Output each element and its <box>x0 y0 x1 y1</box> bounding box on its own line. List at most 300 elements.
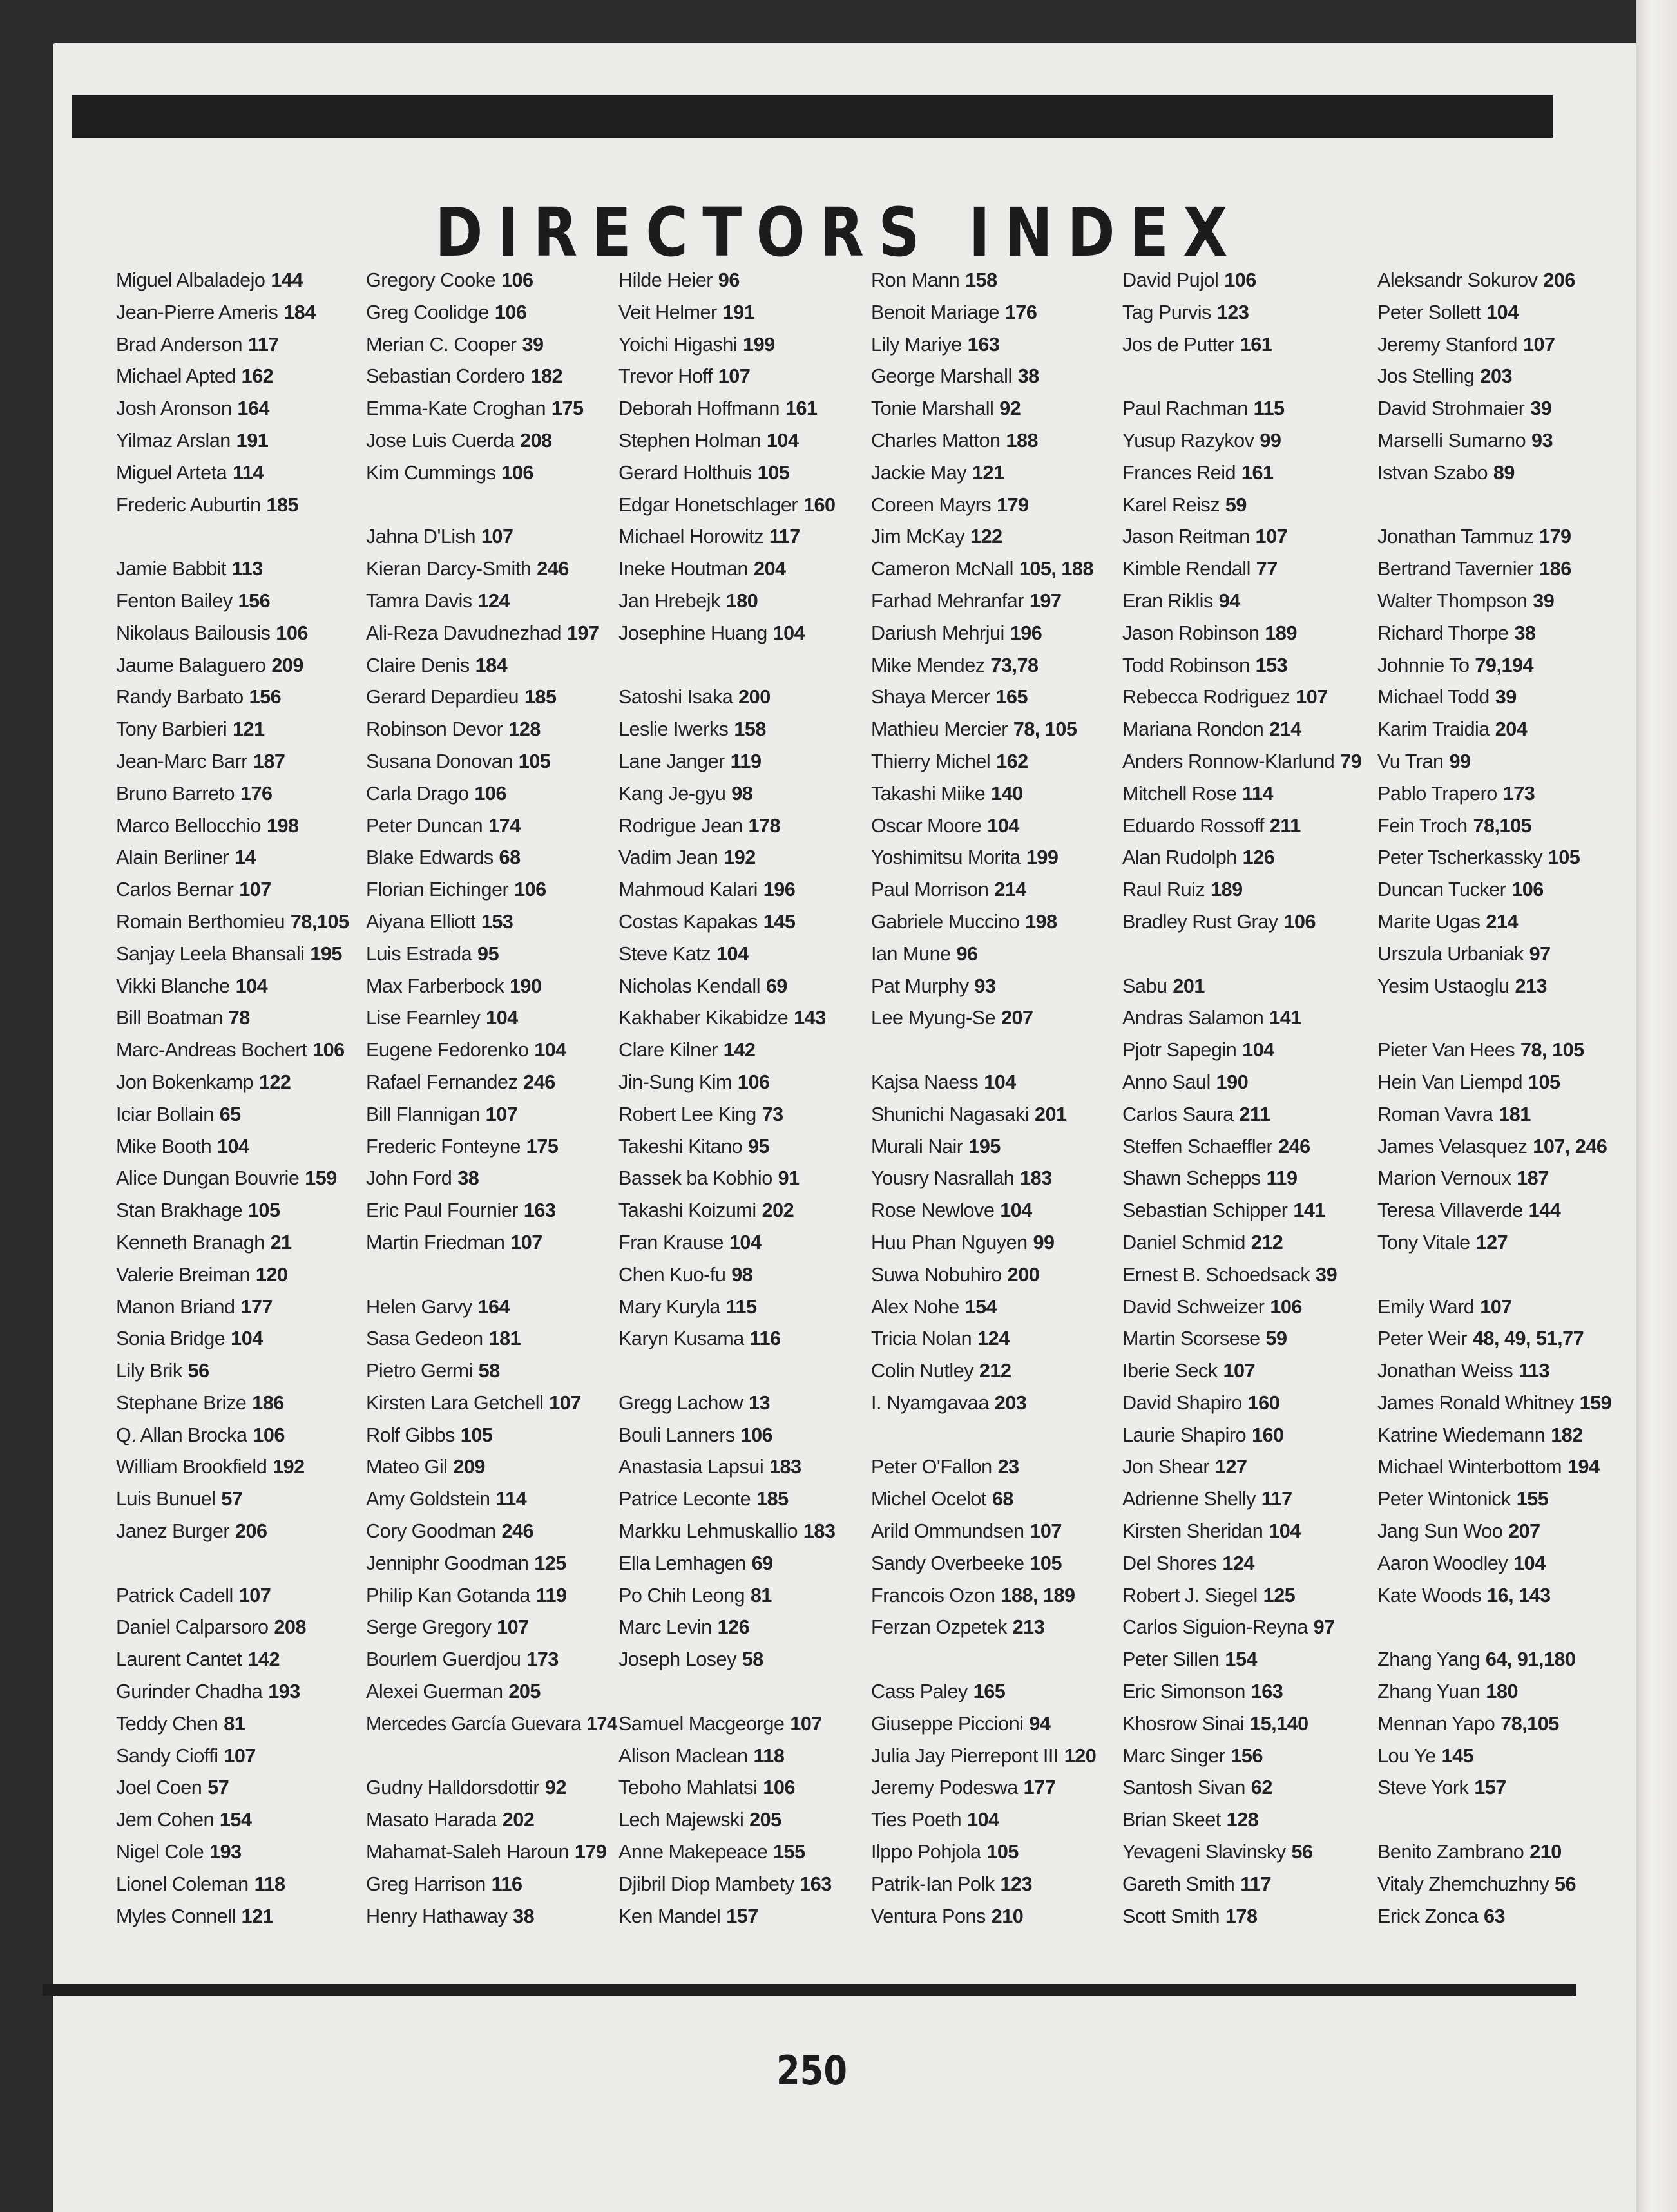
page-reference: 142 <box>723 1038 756 1062</box>
director-name: Paul Morrison <box>871 878 989 901</box>
director-name: Pat Murphy <box>871 974 969 997</box>
director-name: Sandy Overbeeke <box>871 1551 1024 1574</box>
index-entry <box>366 1034 617 1066</box>
index-entry <box>366 329 617 361</box>
page-reference: 59 <box>1225 493 1247 516</box>
director-name: Jason Reitman <box>1122 525 1250 548</box>
page-reference: 181 <box>488 1327 521 1350</box>
director-name: Gurinder Chadha <box>116 1680 263 1703</box>
index-entry <box>871 1387 1122 1419</box>
index-entry <box>618 296 870 329</box>
director-name: Michael Apted <box>116 365 236 388</box>
page-reference: 128 <box>508 718 541 741</box>
index-entry <box>618 1611 870 1643</box>
director-name: Jamie Babbit <box>116 557 226 580</box>
director-name: Rolf Gibbs <box>366 1423 455 1446</box>
director-name: Max Farberbock <box>366 974 504 997</box>
index-entry <box>116 649 367 682</box>
director-name: Paul Rachman <box>1122 397 1248 420</box>
director-name: Mathieu Mercier <box>871 718 1008 741</box>
director-name: Mennan Yapo <box>1377 1711 1495 1735</box>
page-reference: 124 <box>977 1327 1010 1350</box>
page-reference: 212 <box>979 1359 1011 1382</box>
page-reference: 81 <box>750 1583 772 1607</box>
director-name: Vitaly Zhemchuzhny <box>1377 1872 1549 1895</box>
page-reference: 196 <box>1010 621 1042 644</box>
page-reference: 115 <box>1253 397 1285 420</box>
index-entry <box>871 1130 1122 1163</box>
director-name: Miguel Albaladejo <box>116 269 265 291</box>
page-reference: 56 <box>187 1359 209 1382</box>
director-name: Eric Simonson <box>1122 1680 1245 1703</box>
page-reference: 107 <box>1522 332 1555 356</box>
index-entry <box>618 329 870 361</box>
page-reference: 56 <box>1554 1872 1576 1895</box>
director-name: Mariana Rondon <box>1122 718 1264 741</box>
director-name: Gareth Smith <box>1122 1872 1235 1895</box>
director-name: Peter Tscherkassky <box>1377 846 1542 869</box>
director-name: Adrienne Shelly <box>1122 1487 1256 1511</box>
index-entry <box>116 617 367 649</box>
index-entry <box>116 1611 367 1643</box>
director-name: Kimble Rendall <box>1122 557 1251 580</box>
director-name: Jose Luis Cuerda <box>366 428 515 452</box>
index-entry <box>1377 585 1629 617</box>
page-reference: 214 <box>1269 718 1301 741</box>
index-entry <box>366 296 617 329</box>
index-entry <box>1122 1322 1374 1355</box>
director-name: Masato Harada <box>366 1808 497 1831</box>
director-name: Clare Kilner <box>618 1038 718 1062</box>
index-entry <box>366 617 617 649</box>
index-entry <box>871 713 1122 745</box>
page-reference: 106 <box>1270 1295 1302 1318</box>
director-name: Peter Sollett <box>1377 300 1481 323</box>
page-reference: 57 <box>207 1776 229 1799</box>
page-reference: 78, 105 <box>1520 1038 1584 1062</box>
index-entry <box>1377 1675 1629 1708</box>
page-reference: 204 <box>1495 718 1528 741</box>
index-entry <box>618 1547 870 1579</box>
director-name: Ineke Houtman <box>618 557 749 580</box>
page-reference: 122 <box>258 1070 291 1093</box>
page-reference: 15,140 <box>1250 1711 1308 1735</box>
page-reference: 92 <box>999 397 1021 420</box>
index-entry <box>1122 1708 1374 1740</box>
page-reference: 160 <box>1251 1423 1284 1446</box>
index-entry <box>618 1034 870 1066</box>
index-entry <box>871 938 1122 970</box>
page-reference: 78,105 <box>1500 1711 1559 1735</box>
page-reference: 69 <box>765 974 787 997</box>
director-name: Leslie Iwerks <box>618 718 729 741</box>
index-entry <box>871 1355 1122 1387</box>
director-name: Julia Jay Pierrepont III <box>871 1744 1059 1767</box>
index-entry <box>1377 713 1629 745</box>
page-reference: 107 <box>497 1616 529 1639</box>
director-name: Cass Paley <box>871 1680 968 1703</box>
director-name: Ilppo Pohjola <box>871 1840 981 1864</box>
index-entry <box>116 681 367 713</box>
index-entry <box>1122 906 1374 938</box>
index-entry <box>871 1098 1122 1130</box>
director-name: Costas Kapakas <box>618 910 758 933</box>
index-entry <box>618 681 870 713</box>
index-entry <box>1377 1419 1629 1451</box>
director-name: Cory Goodman <box>366 1520 496 1543</box>
index-entry <box>871 1547 1122 1579</box>
letter-group-gap <box>618 649 873 682</box>
director-name: Lou Ye <box>1377 1744 1436 1767</box>
page-reference: 123 <box>1000 1872 1033 1895</box>
index-entry <box>1377 745 1629 777</box>
page-reference: 104 <box>1242 1038 1274 1062</box>
index-entry <box>116 1387 367 1419</box>
director-name: Suwa Nobuhiro <box>871 1263 1002 1286</box>
index-entry <box>366 424 617 457</box>
page-reference: 214 <box>994 878 1026 901</box>
index-entry <box>618 1162 870 1194</box>
page-reference: 13 <box>748 1391 771 1414</box>
page-reference: 118 <box>254 1872 285 1895</box>
page-reference: 63 <box>1483 1904 1506 1927</box>
index-entry <box>366 713 617 745</box>
director-name: David Schweizer <box>1122 1295 1265 1318</box>
director-name: Jason Robinson <box>1122 621 1260 644</box>
page-reference: 145 <box>763 910 796 933</box>
index-entry <box>1122 1194 1374 1226</box>
page-reference: 94 <box>1029 1711 1051 1735</box>
page-reference: 107 <box>1296 685 1328 709</box>
page-reference: 198 <box>266 814 299 837</box>
letter-group-gap <box>1377 1259 1632 1291</box>
director-name: Marite Ugas <box>1377 910 1481 933</box>
index-entry <box>366 810 617 842</box>
director-name: Stephen Holman <box>618 428 762 452</box>
page-reference: 183 <box>769 1455 801 1478</box>
director-name: Erick Zonca <box>1377 1904 1479 1927</box>
index-entry <box>618 1836 870 1868</box>
index-entry <box>366 745 617 777</box>
page-reference: 141 <box>1293 1199 1325 1222</box>
index-entry <box>116 264 367 296</box>
page-reference: 198 <box>1025 910 1057 933</box>
page-reference: 156 <box>238 589 271 612</box>
index-entry <box>1122 1387 1374 1419</box>
index-entry <box>871 1515 1122 1547</box>
page-reference: 160 <box>803 493 836 516</box>
director-name: Jenniphr Goodman <box>366 1551 529 1574</box>
index-entry <box>366 1066 617 1098</box>
index-entry <box>871 1451 1122 1483</box>
page-reference: 174 <box>488 814 521 837</box>
index-entry <box>1377 1130 1629 1163</box>
page-reference: 106 <box>514 878 546 901</box>
director-name: Ties Poeth <box>871 1808 962 1831</box>
page-reference: 93 <box>974 974 996 997</box>
page-reference: 78,105 <box>290 910 349 933</box>
index-entry <box>618 1259 870 1291</box>
index-entry <box>618 1322 870 1355</box>
index-entry <box>116 585 367 617</box>
index-entry <box>116 906 367 938</box>
index-entry <box>1377 617 1629 649</box>
director-name: Brad Anderson <box>116 332 243 356</box>
page-reference: 179 <box>997 493 1029 516</box>
page-reference: 159 <box>1579 1391 1612 1414</box>
director-name: Pieter Van Hees <box>1377 1038 1515 1062</box>
page-reference: 119 <box>535 1583 567 1607</box>
page-reference: 246 <box>501 1520 534 1543</box>
index-entry <box>1377 906 1629 938</box>
index-entry <box>366 1322 617 1355</box>
page-reference: 189 <box>1211 878 1243 901</box>
director-name: Del Shores <box>1122 1551 1217 1574</box>
index-entry <box>871 617 1122 649</box>
director-name: Yevageni Slavinsky <box>1122 1840 1286 1864</box>
index-entry <box>366 585 617 617</box>
director-name: Ron Mann <box>871 269 960 291</box>
page-reference: 120 <box>255 1263 288 1286</box>
page-reference: 95 <box>747 1134 770 1158</box>
page-reference: 114 <box>1242 781 1273 805</box>
director-name: Giuseppe Piccioni <box>871 1711 1024 1735</box>
index-entry <box>116 1643 367 1675</box>
page-reference: 186 <box>1539 557 1571 580</box>
index-entry <box>1122 392 1374 424</box>
index-entry <box>871 745 1122 777</box>
index-entry <box>871 424 1122 457</box>
director-name: Teboho Mahlatsi <box>618 1776 758 1799</box>
director-name: Brian Skeet <box>1122 1808 1221 1831</box>
director-name: Kajsa Naess <box>871 1070 979 1093</box>
director-name: Amy Goldstein <box>366 1487 490 1511</box>
director-name: Kate Woods <box>1377 1583 1482 1607</box>
index-entry <box>1377 1868 1629 1900</box>
director-name: Mike Booth <box>116 1134 212 1158</box>
director-name: Rebecca Rodriguez <box>1122 685 1290 709</box>
page-reference: 58 <box>478 1359 500 1382</box>
director-name: Yesim Ustaoglu <box>1377 974 1509 997</box>
index-entry <box>116 1259 367 1291</box>
director-name: Markku Lehmuskallio <box>618 1520 798 1543</box>
director-name: Shawn Schepps <box>1122 1167 1261 1190</box>
director-name: Chen Kuo-fu <box>618 1263 726 1286</box>
director-name: George Marshall <box>871 365 1012 388</box>
page-reference: 107 <box>549 1391 581 1414</box>
index-entry <box>1377 424 1629 457</box>
index-entry <box>618 489 870 521</box>
index-entry <box>618 1740 870 1772</box>
director-name: Jean-Pierre Ameris <box>116 300 278 323</box>
index-entry <box>618 873 870 906</box>
page-reference: 106 <box>253 1423 285 1446</box>
index-entry <box>1122 841 1374 873</box>
director-name: Ali-Reza Davudnezhad <box>366 621 562 644</box>
director-name: Benoit Mariage <box>871 300 999 323</box>
index-entry <box>1122 1643 1374 1675</box>
page-reference: 194 <box>1567 1455 1600 1478</box>
director-name: Aaron Woodley <box>1377 1551 1508 1574</box>
page-reference: 79,194 <box>1475 653 1534 676</box>
letter-group-gap <box>1122 360 1377 392</box>
page-reference: 94 <box>1218 589 1240 612</box>
index-entry <box>366 1130 617 1163</box>
page-reference: 161 <box>1240 332 1272 356</box>
director-name: Jonathan Weiss <box>1377 1359 1513 1382</box>
index-entry <box>618 264 870 296</box>
page-reference: 39 <box>1316 1263 1337 1286</box>
index-entry <box>366 681 617 713</box>
index-entry <box>116 873 367 906</box>
index-entry <box>116 553 367 585</box>
page-reference: 107 <box>510 1230 542 1254</box>
index-entry <box>1122 1130 1374 1163</box>
director-name: Eugene Fedorenko <box>366 1038 529 1062</box>
page-reference: 180 <box>725 589 758 612</box>
index-entry <box>618 1194 870 1226</box>
index-entry <box>871 457 1122 489</box>
page-reference: 120 <box>1064 1744 1097 1767</box>
page-reference: 197 <box>1029 589 1062 612</box>
index-entry <box>366 841 617 873</box>
page-reference: 214 <box>1486 910 1518 933</box>
director-name: Stan Brakhage <box>116 1199 243 1222</box>
index-entry <box>1122 1259 1374 1291</box>
index-entry <box>618 1387 870 1419</box>
index-entry <box>1122 329 1374 361</box>
index-entry <box>618 1771 870 1804</box>
page-reference: 69 <box>751 1551 773 1574</box>
director-name: Kirsten Lara Getchell <box>366 1391 544 1414</box>
page-reference: 62 <box>1251 1776 1272 1799</box>
page-reference: 246 <box>1278 1134 1310 1158</box>
page-reference: 208 <box>274 1616 306 1639</box>
index-entry <box>618 970 870 1002</box>
director-name: David Pujol <box>1122 269 1219 291</box>
director-name: Michel Ocelot <box>871 1487 986 1511</box>
page-reference: 165 <box>973 1680 1006 1703</box>
index-entry <box>1122 713 1374 745</box>
director-name: Jos de Putter <box>1122 332 1234 356</box>
director-name: Jon Shear <box>1122 1455 1210 1478</box>
director-name: Sebastian Schipper <box>1122 1199 1288 1222</box>
index-entry <box>871 585 1122 617</box>
page-reference: 163 <box>800 1872 832 1895</box>
director-name: Po Chih Leong <box>618 1583 745 1607</box>
director-name: Vadim Jean <box>618 846 718 869</box>
page-reference: 104 <box>1269 1520 1301 1543</box>
page-reference: 175 <box>551 397 584 420</box>
index-entry <box>871 329 1122 361</box>
director-name: Anne Makepeace <box>618 1840 768 1864</box>
index-entry <box>1377 1708 1629 1740</box>
index-entry <box>366 264 617 296</box>
index-entry <box>116 1162 367 1194</box>
page-reference: 143 <box>794 1006 826 1029</box>
page-reference: 104 <box>729 1230 762 1254</box>
director-name: Lily Mariye <box>871 332 962 356</box>
director-name: Tonie Marshall <box>871 397 994 420</box>
director-name: Anno Saul <box>1122 1070 1211 1093</box>
page-reference: 213 <box>1012 1616 1045 1639</box>
index-entry <box>618 360 870 392</box>
director-name: Josh Aronson <box>116 397 232 420</box>
index-entry <box>618 520 870 553</box>
director-name: James Velasquez <box>1377 1134 1528 1158</box>
index-entry <box>871 1804 1122 1836</box>
index-entry <box>1377 1515 1629 1547</box>
page-reference: 98 <box>731 1263 753 1286</box>
page-reference: 210 <box>1529 1840 1562 1864</box>
index-entry <box>1122 520 1374 553</box>
page-reference: 163 <box>523 1199 556 1222</box>
index-entry <box>1377 1387 1629 1419</box>
index-entry <box>618 777 870 810</box>
index-entry <box>1122 1098 1374 1130</box>
page-reference: 107 <box>718 365 751 388</box>
director-name: Laurent Cantet <box>116 1648 242 1671</box>
page-reference: 107 <box>1255 525 1288 548</box>
director-name: Mary Kuryla <box>618 1295 720 1318</box>
director-name: Lily Brik <box>116 1359 182 1382</box>
letter-group-gap <box>618 1675 873 1708</box>
page-title: DIRECTORS INDEX <box>435 193 1242 272</box>
page-reference: 208 <box>520 428 552 452</box>
director-name: Mateo Gil <box>366 1455 448 1478</box>
index-entry <box>366 1675 617 1708</box>
page-reference: 119 <box>1266 1167 1298 1190</box>
letter-group-gap <box>1377 1611 1632 1643</box>
page-reference: 96 <box>956 942 978 965</box>
page-reference: 81 <box>224 1711 245 1735</box>
index-entry <box>1377 1355 1629 1387</box>
page-reference: 92 <box>544 1776 566 1799</box>
page-reference: 156 <box>249 685 282 709</box>
index-entry <box>618 1643 870 1675</box>
index-entry <box>871 1291 1122 1323</box>
director-name: Hilde Heier <box>618 269 713 291</box>
letter-group-gap <box>1377 489 1632 521</box>
director-name: Rose Newlove <box>871 1199 995 1222</box>
index-entry <box>116 1355 367 1387</box>
director-name: Kang Je-gyu <box>618 781 726 805</box>
index-entry <box>366 457 617 489</box>
index-entry <box>366 1547 617 1579</box>
index-entry <box>618 1226 870 1259</box>
index-entry <box>618 745 870 777</box>
index-entry <box>871 810 1122 842</box>
index-entry <box>116 1483 367 1515</box>
page-reference: 173 <box>1502 781 1535 805</box>
page-reference: 59 <box>1265 1327 1287 1350</box>
director-name: Sandy Cioffi <box>116 1744 218 1767</box>
page-reference: 212 <box>1251 1230 1283 1254</box>
index-entry <box>1377 1322 1629 1355</box>
director-name: Trevor Hoff <box>618 365 713 388</box>
index-entry <box>366 1355 617 1387</box>
index-entry <box>116 777 367 810</box>
index-entry <box>116 1515 367 1547</box>
index-entry <box>871 520 1122 553</box>
index-entry <box>1377 1836 1629 1868</box>
index-entry <box>1122 1868 1374 1900</box>
index-entry <box>1122 585 1374 617</box>
index-entry <box>1122 1226 1374 1259</box>
page-reference: 97 <box>1529 942 1551 965</box>
page-reference: 184 <box>283 300 316 323</box>
index-entry <box>1377 1900 1629 1932</box>
